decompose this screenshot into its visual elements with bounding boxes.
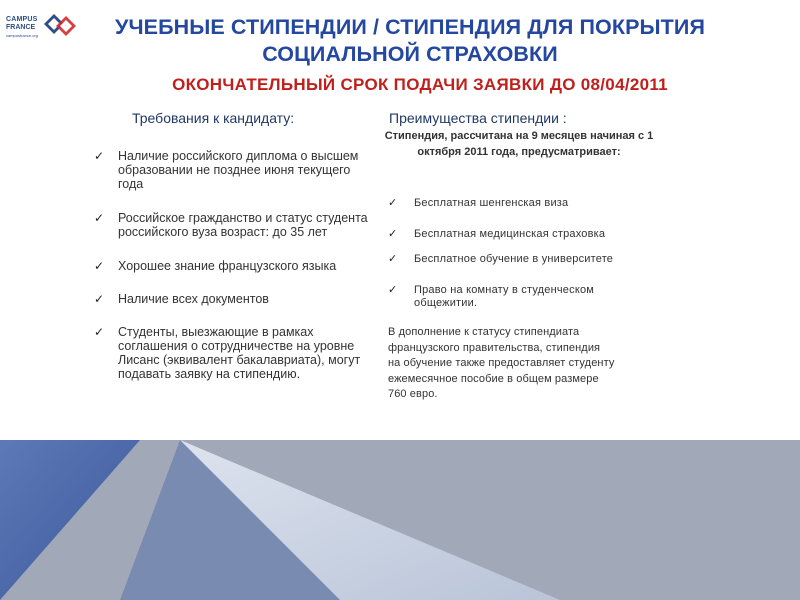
deadline-banner: ОКОНЧАТЕЛЬНЫЙ СРОК ПОДАЧИ ЗАЯВКИ ДО 08/04/2011: [172, 75, 668, 94]
list-item: [94, 292, 374, 306]
requirement-text: Наличие российского диплома о высшем образовании не позднее июня текущего года: [118, 149, 359, 191]
list-item: [388, 253, 668, 266]
checkmark-icon: ✓: [388, 284, 398, 296]
requirement-text: Хорошее знание французского языка: [118, 259, 337, 273]
requirement-text: Студенты, выезжающие в рамках соглашения о сотрудничестве на уровне Лисанс (эквивалент бакалавриата), могут подавать заявку на стипендию.: [118, 325, 361, 381]
list-item: [388, 228, 668, 241]
benefit-text: Право на комнату в студенческом общежитии.: [414, 284, 595, 309]
logo-line-1: CAMPUS: [6, 16, 38, 23]
benefits-intro: Стипендия, рассчитана на 9 месяцев начиная с 1 октября 2011 года, предусматривает:: [384, 130, 654, 158]
checkmark-icon: ✓: [388, 197, 398, 209]
slide-title: УЧЕБНЫЕ СТИПЕНДИИ / СТИПЕНДИЯ ДЛЯ ПОКРЫТИЯ СОЦИАЛЬНОЙ СТРАХОВКИ: [114, 15, 706, 66]
list-item: [94, 149, 374, 191]
checkmark-icon: ✓: [388, 228, 398, 240]
requirement-text: Российское гражданство и статус студента российского вуза возраст: до 35 лет: [118, 211, 368, 239]
benefits-paragraph: В дополнение к статусу стипендиата французского правительства, стипендия на обучение также предоставляет студенту ежемесячное пособие в общем размере 760 евро.: [388, 326, 615, 400]
checkmark-icon: ✓: [94, 292, 105, 306]
checkmark-icon: ✓: [94, 211, 105, 225]
benefit-text: Бесплатное обучение в университете: [414, 253, 614, 265]
checkmark-icon: ✓: [388, 253, 398, 265]
requirements-heading: Требования к кандидату:: [132, 110, 295, 126]
benefit-text: Бесплатная шенгенская виза: [414, 197, 569, 209]
list-item: [94, 325, 374, 381]
benefits-heading: Преимущества стипендии :: [389, 110, 567, 126]
benefits-list: [388, 197, 668, 310]
requirement-text: Наличие всех документов: [118, 292, 269, 306]
requirements-list: [94, 149, 374, 381]
benefit-text: Бесплатная медицинская страховка: [414, 228, 606, 240]
logo-line-3: campusfrance.org: [6, 33, 39, 38]
list-item: [388, 284, 654, 310]
checkmark-icon: ✓: [94, 325, 105, 339]
campus-france-logo: [6, 14, 78, 46]
list-item: [94, 211, 374, 239]
list-item: [94, 259, 374, 273]
checkmark-icon: ✓: [94, 149, 105, 163]
logo-diamond-icon: [44, 14, 78, 36]
checkmark-icon: ✓: [94, 259, 105, 273]
list-item: [388, 197, 668, 210]
logo-line-2: FRANCE: [6, 24, 36, 31]
